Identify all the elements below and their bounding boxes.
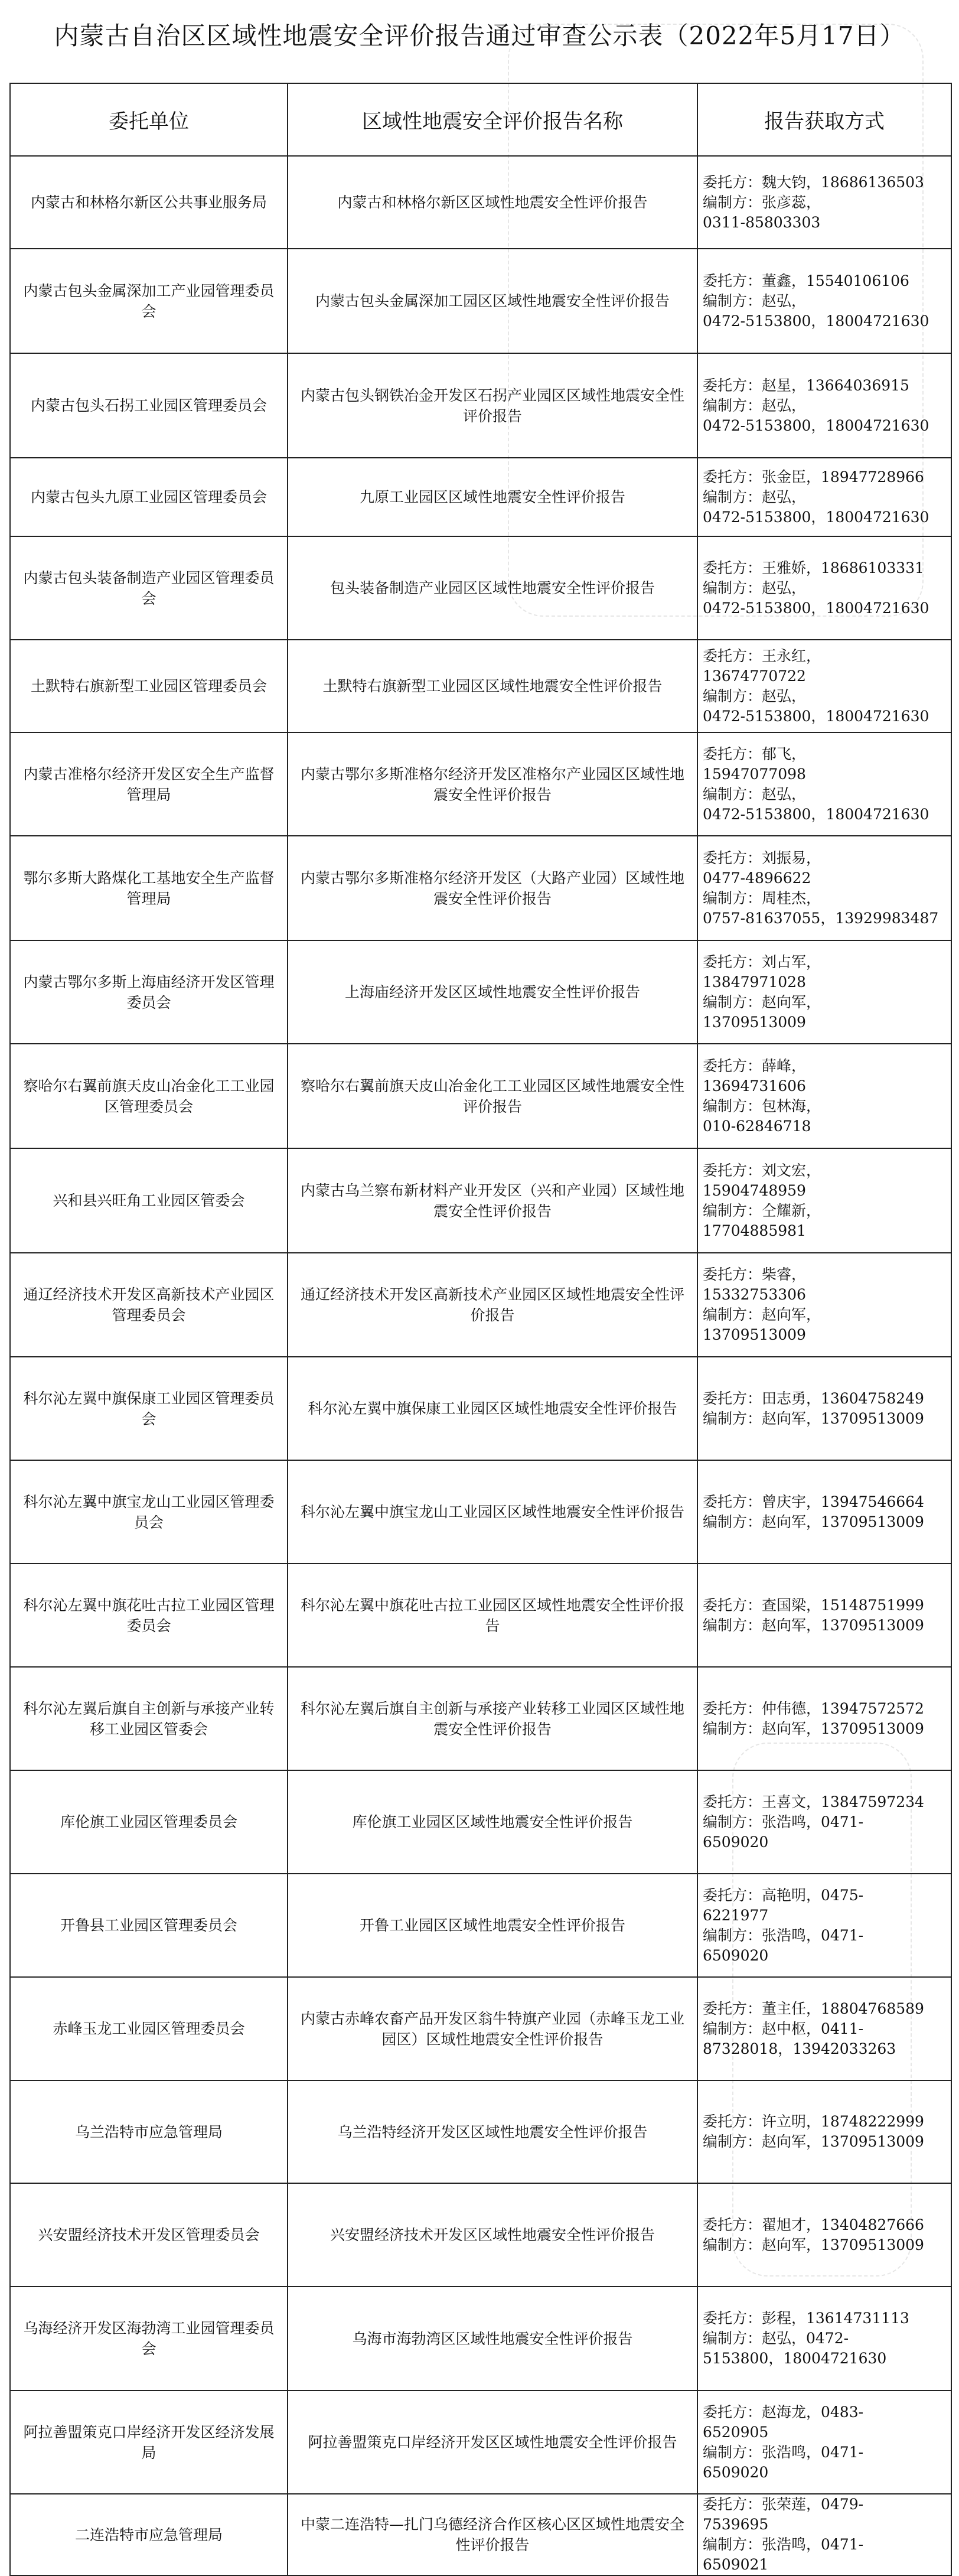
column-header-unit: 委托单位 [10, 83, 288, 156]
cell-access [697, 2391, 951, 2494]
cell-access [697, 2080, 951, 2183]
access-line: 编制方：赵弘， [703, 488, 807, 506]
access-line: 15332753306 [703, 1286, 806, 1303]
access-line: 0757-81637055，13929983487 [703, 909, 939, 927]
cell-access [697, 1357, 951, 1460]
cell-unit: 内蒙古和林格尔新区公共事业服务局 [10, 156, 288, 249]
access-line: 委托方：仲伟德，13947572572 [703, 1699, 924, 1717]
cell-report: 乌兰浩特经济开发区区域性地震安全性评价报告 [288, 2080, 697, 2183]
access-line: 编制方：赵向军，13709513009 [703, 1719, 924, 1737]
access-line: 编制方：赵弘， [703, 396, 807, 414]
access-line: 6509020 [703, 1833, 769, 1851]
cell-access [697, 2287, 951, 2391]
cell-unit: 兴安盟经济技术开发区管理委员会 [10, 2183, 288, 2287]
cell-unit: 乌兰浩特市应急管理局 [10, 2080, 288, 2183]
cell-report: 土默特右旗新型工业园区区域性地震安全性评价报告 [288, 640, 697, 732]
access-line: 0472-5153800，18004721630 [703, 599, 929, 617]
cell-report: 通辽经济技术开发区高新技术产业园区区域性地震安全性评价报告 [288, 1253, 697, 1357]
cell-unit: 内蒙古鄂尔多斯上海庙经济开发区管理委员会 [10, 940, 288, 1044]
cell-unit: 科尔沁左翼中旗宝龙山工业园区管理委员会 [10, 1460, 288, 1564]
cell-access [697, 2494, 951, 2575]
access-line: 委托方：刘占军， [703, 953, 821, 971]
table-row [10, 1977, 951, 2080]
table-row [10, 156, 951, 249]
access-line: 010-62846718 [703, 1117, 811, 1135]
access-line: 15947077098 [703, 765, 806, 783]
table-header-row [10, 83, 951, 156]
access-line: 编制方：赵向军， [703, 1306, 821, 1323]
table-row [10, 1564, 951, 1667]
access-line: 6221977 [703, 1906, 769, 1924]
access-line: 委托方：刘振易， [703, 849, 821, 867]
cell-unit: 科尔沁左翼中旗花吐古拉工业园区管理委员会 [10, 1564, 288, 1667]
cell-unit: 内蒙古包头金属深加工产业园管理委员会 [10, 249, 288, 353]
table-row [10, 2287, 951, 2391]
cell-report: 内蒙古鄂尔多斯准格尔经济开发区准格尔产业园区区域性地震安全性评价报告 [288, 732, 697, 836]
cell-unit: 内蒙古包头石拐工业园区管理委员会 [10, 353, 288, 458]
access-line: 6509020 [703, 1946, 769, 1964]
access-line: 委托方：赵海龙，0483- [703, 2403, 864, 2421]
access-line: 委托方：张荣莲，0479- [703, 2496, 864, 2513]
access-line: 17704885981 [703, 1222, 806, 1239]
access-line: 15904748959 [703, 1181, 806, 1199]
access-line: 委托方：董主任，18804768589 [703, 1999, 924, 2017]
access-line: 委托方：王喜文，13847597234 [703, 1793, 924, 1810]
access-line: 委托方：查国梁，15148751999 [703, 1596, 924, 1614]
table-row [10, 1770, 951, 1874]
access-line: 0472-5153800，18004721630 [703, 805, 929, 823]
cell-report: 开鲁工业园区区域性地震安全性评价报告 [288, 1874, 697, 1977]
cell-report: 内蒙古鄂尔多斯准格尔经济开发区（大路产业园）区域性地震安全性评价报告 [288, 836, 697, 940]
cell-unit: 赤峰玉龙工业园区管理委员会 [10, 1977, 288, 2080]
cell-unit: 科尔沁左翼后旗自主创新与承接产业转移工业园区管委会 [10, 1667, 288, 1770]
cell-report: 内蒙古和林格尔新区区域性地震安全性评价报告 [288, 156, 697, 249]
column-header-report: 区域性地震安全评价报告名称 [288, 83, 697, 156]
access-line: 委托方：翟旭才，13404827666 [703, 2216, 924, 2233]
cell-report: 包头装备制造产业园区区域性地震安全性评价报告 [288, 536, 697, 640]
cell-access [697, 1564, 951, 1667]
cell-access [697, 1770, 951, 1874]
access-line: 委托方：郁飞， [703, 745, 807, 763]
access-line: 委托方：彭程，13614731113 [703, 2310, 909, 2327]
access-line: 委托方：王雅娇，18686103331 [703, 559, 924, 577]
table-row [10, 1667, 951, 1770]
access-line: 13847971028 [703, 973, 806, 991]
cell-report: 兴安盟经济技术开发区区域性地震安全性评价报告 [288, 2183, 697, 2287]
access-line: 编制方：赵向军，13709513009 [703, 1513, 924, 1530]
access-line: 87328018，13942033263 [703, 2040, 896, 2057]
cell-report: 阿拉善盟策克口岸经济开发区区域性地震安全性评价报告 [288, 2391, 697, 2494]
table-row [10, 458, 951, 536]
access-line: 编制方：赵弘，0472- [703, 2330, 849, 2347]
cell-access [697, 1977, 951, 2080]
table-row [10, 1044, 951, 1148]
access-line: 委托方：赵星，13664036915 [703, 376, 909, 394]
cell-unit: 内蒙古包头装备制造产业园区管理委员会 [10, 536, 288, 640]
cell-report: 科尔沁左翼中旗花吐古拉工业园区区域性地震安全性评价报告 [288, 1564, 697, 1667]
access-line: 委托方：王永红， [703, 647, 821, 665]
cell-access [697, 836, 951, 940]
table-row [10, 249, 951, 353]
access-line: 委托方：柴睿， [703, 1266, 807, 1283]
cell-access [697, 353, 951, 458]
access-line: 0477-4896622 [703, 869, 811, 887]
page-title: 内蒙古自治区区域性地震安全评价报告通过审查公示表（2022年5月17日） [54, 21, 905, 50]
table-row [10, 2183, 951, 2287]
access-line: 委托方：刘文宏， [703, 1161, 821, 1179]
cell-access [697, 458, 951, 536]
cell-access [697, 1874, 951, 1977]
cell-report: 科尔沁左翼中旗保康工业园区区域性地震安全性评价报告 [288, 1357, 697, 1460]
access-line: 编制方：赵向军，13709513009 [703, 1616, 924, 1634]
cell-access [697, 1148, 951, 1253]
access-line: 委托方：张金臣，18947728966 [703, 468, 924, 486]
access-line: 编制方：赵弘， [703, 292, 807, 310]
cell-access [697, 2183, 951, 2287]
table-row [10, 2391, 951, 2494]
cell-report: 内蒙古乌兰察布新材料产业开发区（兴和产业园）区域性地震安全性评价报告 [288, 1148, 697, 1253]
access-line: 编制方：周桂杰， [703, 889, 821, 907]
table-row [10, 1253, 951, 1357]
table-row [10, 353, 951, 458]
access-line: 0472-5153800，18004721630 [703, 416, 929, 434]
cell-access [697, 1460, 951, 1564]
table-row [10, 1460, 951, 1564]
access-line: 7539695 [703, 2516, 769, 2533]
cell-unit: 开鲁县工业园区管理委员会 [10, 1874, 288, 1977]
access-line: 编制方：张彦蕊， [703, 193, 821, 211]
access-line: 0311-85803303 [703, 213, 821, 231]
access-line: 编制方：包林海， [703, 1097, 821, 1115]
access-line: 编制方：赵向军，13709513009 [703, 2236, 924, 2253]
cell-report: 乌海市海勃湾区区域性地震安全性评价报告 [288, 2287, 697, 2391]
access-line: 0472-5153800，18004721630 [703, 707, 929, 725]
cell-access [697, 249, 951, 353]
cell-access [697, 536, 951, 640]
cell-access [697, 1044, 951, 1148]
access-line: 编制方：张浩鸣，0471- [703, 1926, 864, 1944]
access-line: 0472-5153800，18004721630 [703, 508, 929, 526]
cell-report: 九原工业园区区域性地震安全性评价报告 [288, 458, 697, 536]
cell-report: 科尔沁左翼中旗宝龙山工业园区区域性地震安全性评价报告 [288, 1460, 697, 1564]
access-line: 委托方：魏大钧，18686136503 [703, 173, 924, 191]
access-line: 委托方：曾庆宇，13947546664 [703, 1493, 924, 1510]
cell-unit: 科尔沁左翼中旗保康工业园区管理委员会 [10, 1357, 288, 1460]
cell-report: 中蒙二连浩特—扎门乌德经济合作区核心区区域性地震安全性评价报告 [288, 2494, 697, 2575]
cell-report: 库伦旗工业园区区域性地震安全性评价报告 [288, 1770, 697, 1874]
access-line: 编制方：张浩鸣，0471- [703, 1813, 864, 1831]
access-line: 13694731606 [703, 1077, 806, 1095]
access-line: 编制方：赵弘， [703, 785, 807, 803]
table-row [10, 536, 951, 640]
cell-unit: 乌海经济开发区海勃湾工业园管理委员会 [10, 2287, 288, 2391]
cell-unit: 阿拉善盟策克口岸经济开发区经济发展局 [10, 2391, 288, 2494]
access-line: 编制方：赵向军，13709513009 [703, 2133, 924, 2150]
access-line: 编制方：张浩鸣，0471- [703, 2443, 864, 2461]
cell-unit: 二连浩特市应急管理局 [10, 2494, 288, 2575]
cell-access [697, 640, 951, 732]
cell-report: 内蒙古包头金属深加工园区区域性地震安全性评价报告 [288, 249, 697, 353]
access-line: 编制方：赵弘， [703, 579, 807, 597]
access-line: 0472-5153800，18004721630 [703, 312, 929, 330]
cell-report: 上海庙经济开发区区域性地震安全性评价报告 [288, 940, 697, 1044]
access-line: 5153800，18004721630 [703, 2350, 887, 2367]
access-line: 委托方：许立明，18748222999 [703, 2113, 924, 2130]
access-line: 委托方：高艳明，0475- [703, 1886, 864, 1904]
cell-unit: 通辽经济技术开发区高新技术产业园区管理委员会 [10, 1253, 288, 1357]
access-line: 6509020 [703, 2463, 769, 2481]
cell-access [697, 1667, 951, 1770]
table-row [10, 1148, 951, 1253]
access-line: 编制方：仝耀新， [703, 1201, 821, 1219]
access-line: 委托方：薛峰， [703, 1057, 807, 1074]
cell-unit: 察哈尔右翼前旗天皮山冶金化工工业园区管理委员会 [10, 1044, 288, 1148]
cell-report: 内蒙古包头钢铁冶金开发区石拐产业园区区域性地震安全性评价报告 [288, 353, 697, 458]
cell-report: 科尔沁左翼后旗自主创新与承接产业转移工业园区区域性地震安全性评价报告 [288, 1667, 697, 1770]
cell-unit: 内蒙古包头九原工业园区管理委员会 [10, 458, 288, 536]
table-row [10, 1357, 951, 1460]
column-header-access: 报告获取方式 [697, 83, 951, 156]
access-line: 编制方：赵向军， [703, 993, 821, 1011]
table-row [10, 940, 951, 1044]
cell-unit: 内蒙古准格尔经济开发区安全生产监督管理局 [10, 732, 288, 836]
table-row [10, 2080, 951, 2183]
cell-access [697, 940, 951, 1044]
cell-unit: 库伦旗工业园区管理委员会 [10, 1770, 288, 1874]
access-line: 委托方：田志勇，13604758249 [703, 1389, 924, 1407]
access-line: 编制方：赵中枢，0411- [703, 2020, 864, 2037]
review-table [9, 83, 952, 2576]
access-line: 6509021 [703, 2556, 769, 2573]
table-row [10, 640, 951, 732]
table-row [10, 732, 951, 836]
access-line: 13674770722 [703, 667, 806, 685]
table-row [10, 1874, 951, 1977]
table-row [10, 2494, 951, 2575]
access-line: 6520905 [703, 2423, 769, 2441]
cell-unit: 土默特右旗新型工业园区管理委员会 [10, 640, 288, 732]
access-line: 编制方：张浩鸣，0471- [703, 2536, 864, 2553]
access-line: 委托方：董鑫，15540106106 [703, 272, 909, 289]
cell-unit: 兴和县兴旺角工业园区管委会 [10, 1148, 288, 1253]
cell-access [697, 732, 951, 836]
cell-access [697, 156, 951, 249]
table-row [10, 836, 951, 940]
cell-access [697, 1253, 951, 1357]
access-line: 13709513009 [703, 1326, 806, 1343]
cell-report: 察哈尔右翼前旗天皮山冶金化工工业园区区域性地震安全性评价报告 [288, 1044, 697, 1148]
access-line: 编制方：赵向军，13709513009 [703, 1409, 924, 1427]
cell-report: 内蒙古赤峰农畜产品开发区翁牛特旗产业园（赤峰玉龙工业园区）区域性地震安全性评价报告 [288, 1977, 697, 2080]
access-line: 13709513009 [703, 1013, 806, 1031]
cell-unit: 鄂尔多斯大路煤化工基地安全生产监督管理局 [10, 836, 288, 940]
access-line: 编制方：赵弘， [703, 687, 807, 705]
